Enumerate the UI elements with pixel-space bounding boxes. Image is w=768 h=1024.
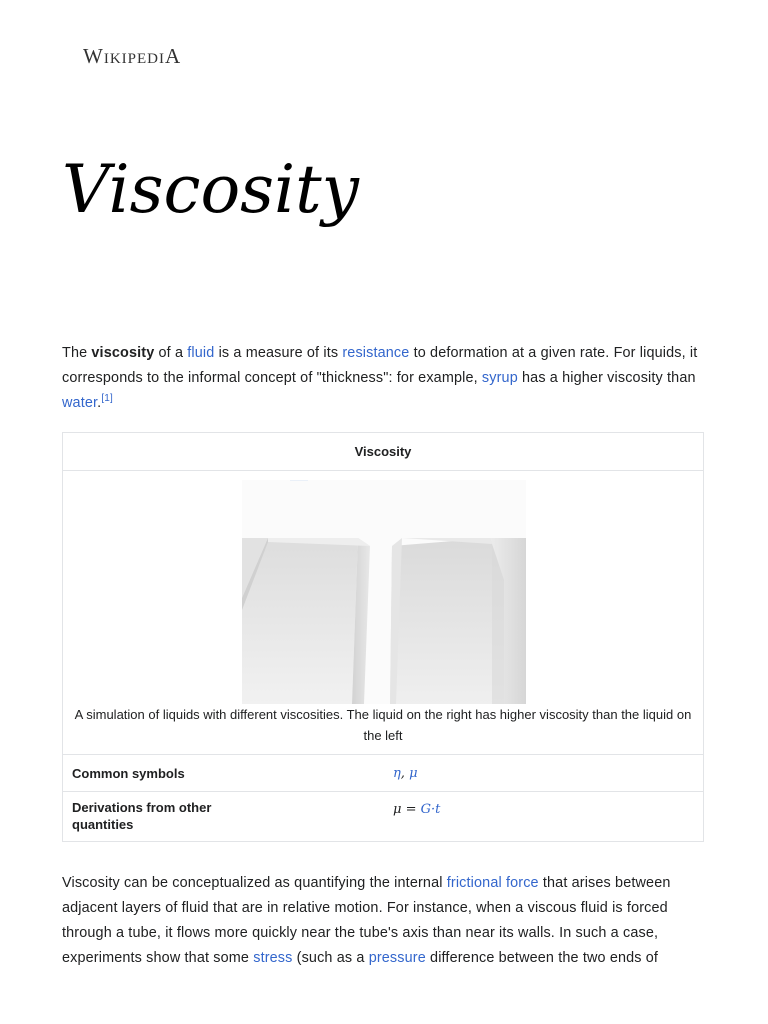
wordmark-last: A (164, 44, 182, 68)
reference-link[interactable]: [1] (101, 393, 113, 404)
wordmark-first: W (83, 44, 104, 68)
infobox-row-derivations (63, 792, 703, 842)
link-pressure[interactable]: pressure (368, 950, 426, 966)
link-resistance[interactable]: resistance (342, 345, 410, 361)
infobox-title: Viscosity (63, 433, 703, 471)
body-text: difference between the two ends of (425, 950, 659, 966)
wikipedia-wordmark[interactable] (83, 44, 181, 69)
infobox-row-symbols (63, 755, 703, 792)
link-derivation-formula[interactable]: G·t (420, 802, 441, 817)
mu-symbol: μ (393, 802, 402, 817)
infobox-image-cell (63, 471, 703, 755)
viscosity-simulation-image[interactable] (242, 480, 526, 704)
link-frictional-force[interactable]: frictional force (446, 875, 539, 891)
lead-text: to deformation at a given rate. For liquids, it corresponds to the informal concept of "thickness": for example, (62, 345, 698, 386)
lead-text: has a higher viscosity than (517, 370, 696, 386)
row-label: Derivations from other quantities (72, 800, 212, 832)
image-caption: A simulation of liquids with different viscosities. The liquid on the right has higher viscosity than the liquid on the left (74, 707, 692, 743)
link-water[interactable]: water (62, 395, 98, 411)
infobox (62, 432, 704, 842)
row-value (393, 765, 418, 782)
lead-bold-term: viscosity (91, 345, 155, 361)
lead-text: is a measure of its (214, 345, 343, 361)
body-text: Viscosity can be conceptualized as quantifying the internal (62, 875, 447, 891)
lead-text: The (62, 345, 92, 361)
row-value (393, 801, 440, 818)
wordmark-mid: IKIPEDI (103, 51, 165, 67)
lead-text: . (97, 395, 102, 411)
body-text: (such as a (292, 950, 369, 966)
symbol-separator: , (400, 766, 410, 781)
link-syrup[interactable]: syrup (481, 370, 518, 386)
link-stress[interactable]: stress (253, 950, 293, 966)
link-eta-symbol[interactable]: η (393, 766, 401, 781)
body-text: that arises between adjacent layers of fluid that are in relative motion. For instance, when a viscous fluid is forced through a tube, it flows more quickly near the tube's axis than near its walls. In such a case, experiments show that some (62, 875, 671, 966)
link-mu-symbol[interactable]: μ (409, 766, 418, 781)
lead-paragraph (62, 341, 707, 416)
equals-sign: = (401, 802, 421, 817)
row-label: Common symbols (72, 766, 185, 781)
page-title: Viscosity (62, 151, 359, 228)
link-fluid[interactable]: fluid (187, 345, 215, 361)
body-paragraph (62, 871, 712, 971)
lead-text: of a (154, 345, 188, 361)
